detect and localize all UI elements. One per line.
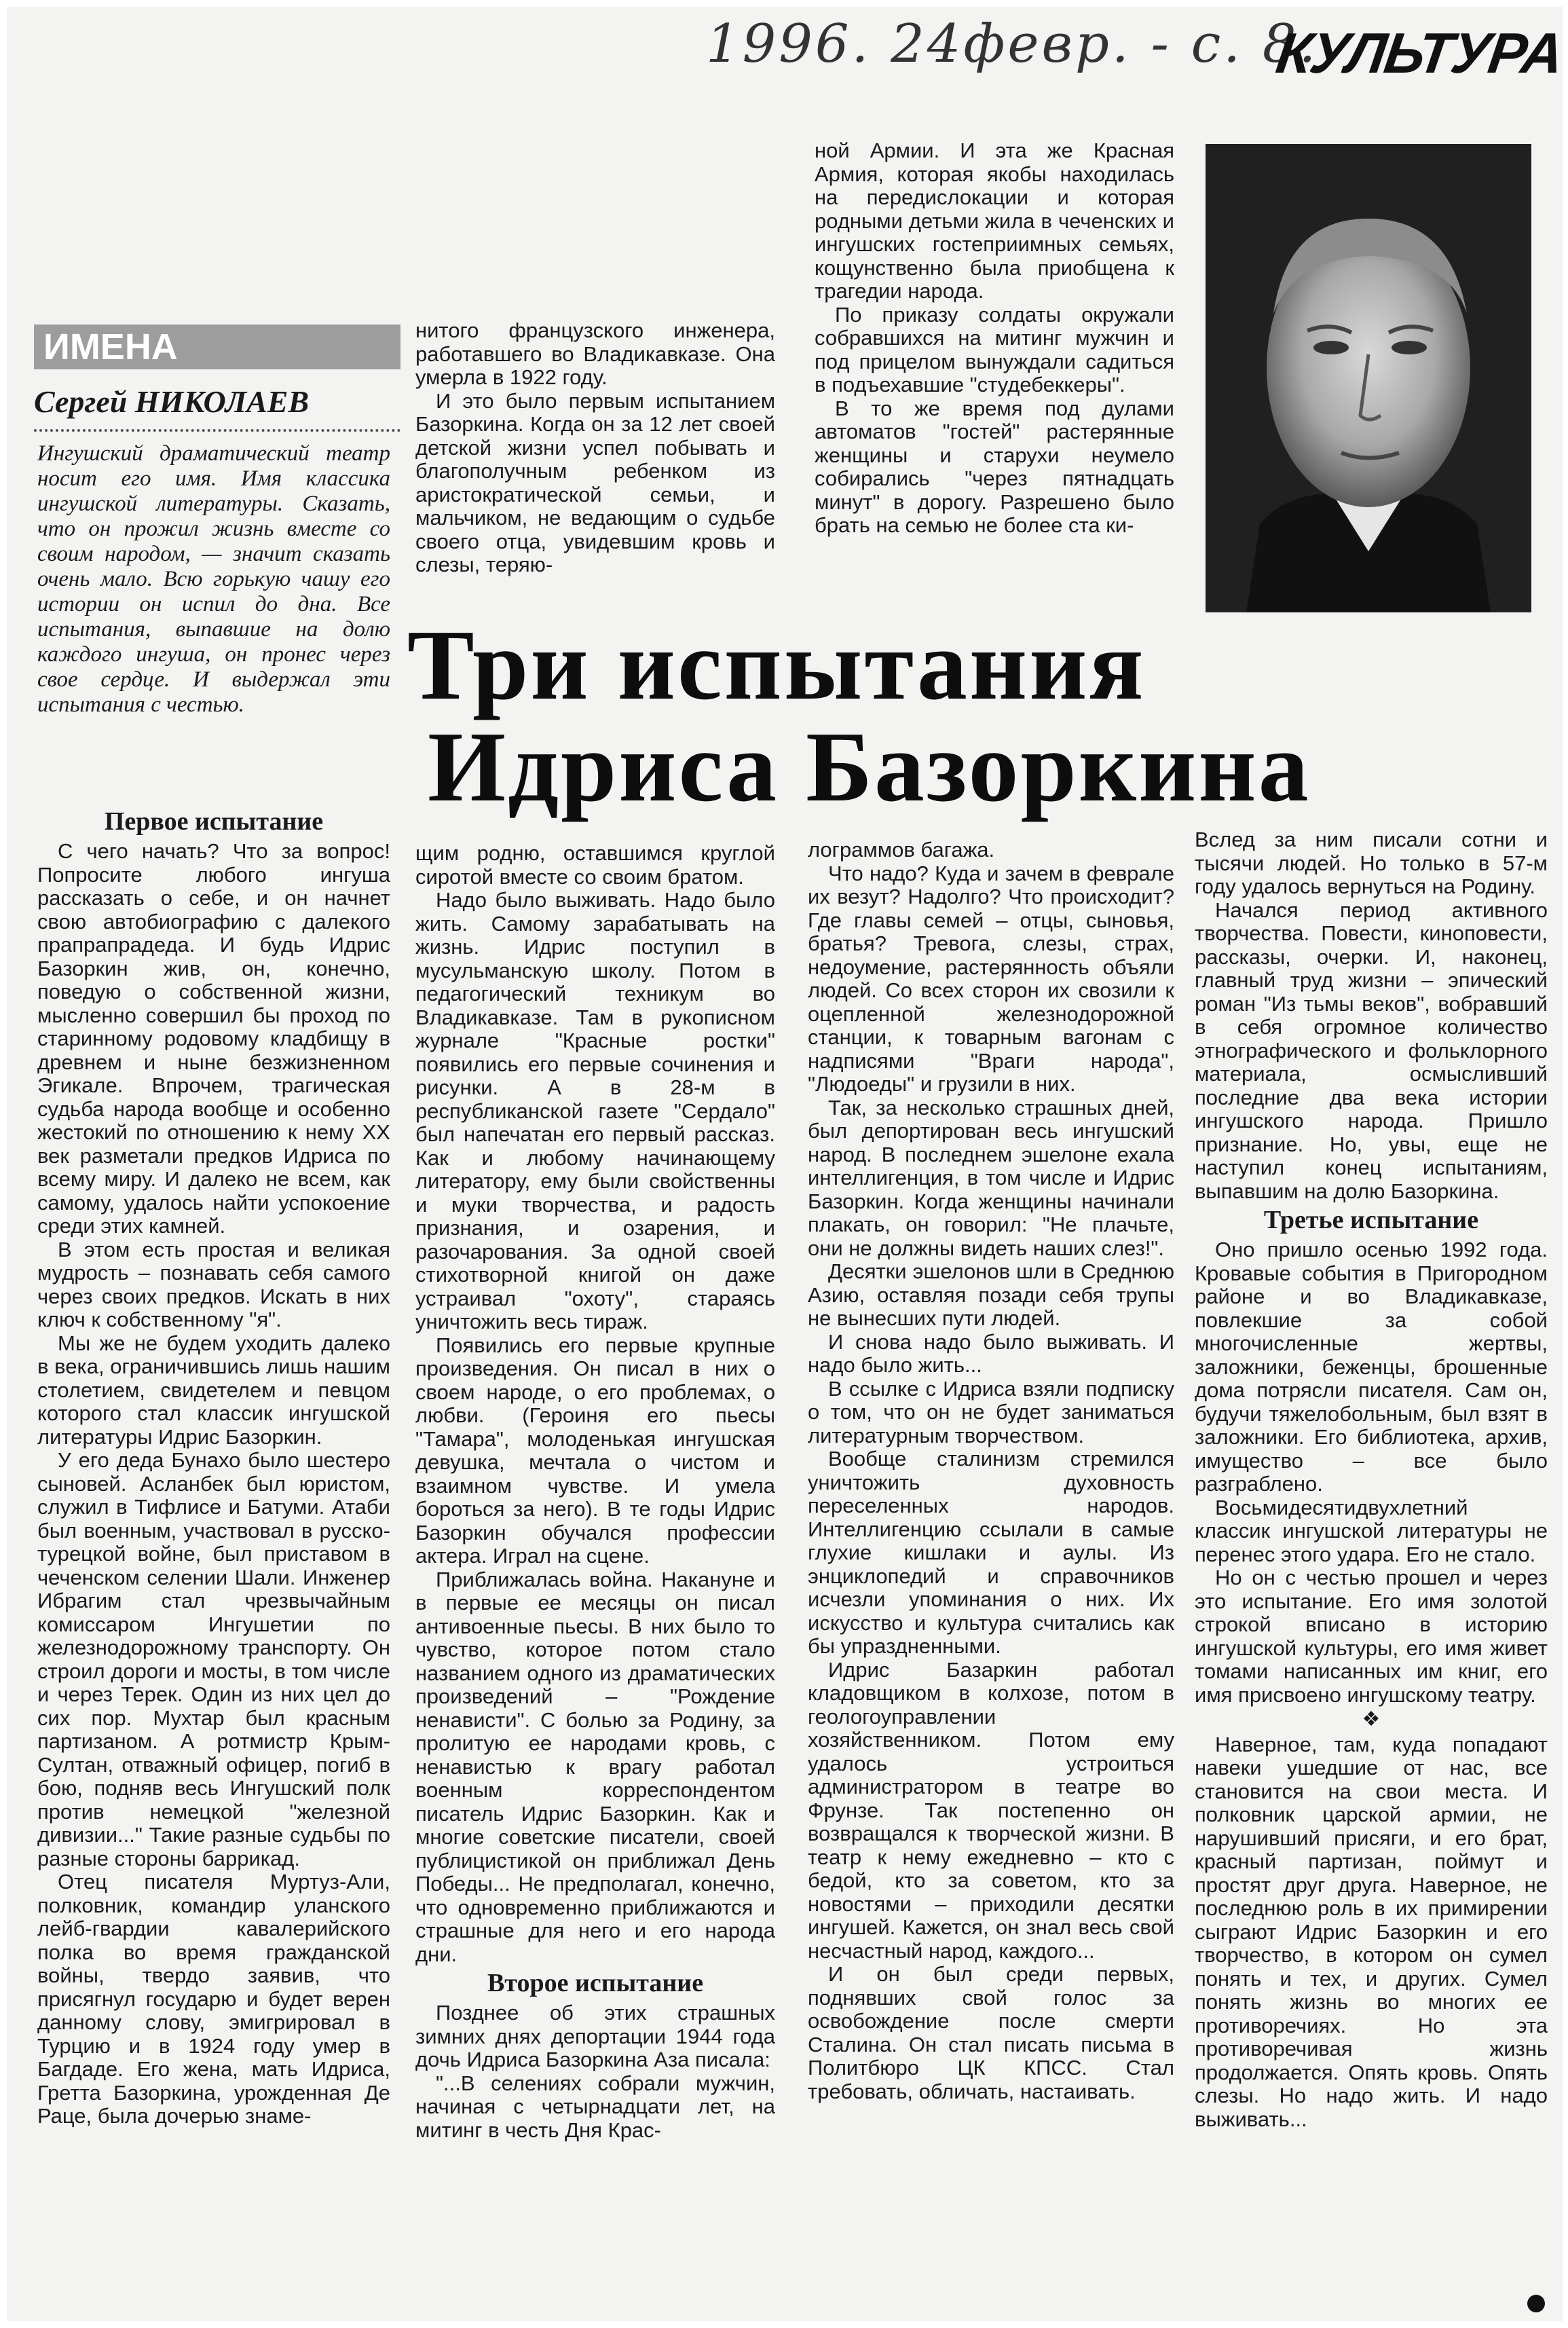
section-heading-2: Второе испытание [487,1969,704,1997]
paragraph: Вообще сталинизм стремился уничтожить духовность переселенных народов. Интеллигенцию ссылали в самые глухие кишлаки и аулы. Из энциклопедий и справочников исчезли упоминания о них. Их искусство и культура считались как бы упраздненными. [808,1447,1174,1658]
paragraph: Десятки эшелонов шли в Среднюю Азию, оставляя позади себя трупы не вынесших пути людей. [808,1259,1174,1330]
headline-line-2: Идриса Базоркина [428,712,1311,823]
paragraph: Но он с честью прошел и через это испытание. Его имя золотой строкой вписано в историю ингушской культуры, его имя живет томами написанных им книг, его имя присвоено ингушскому театру. [1195,1566,1548,1707]
paragraph: лограммов багажа. [808,838,995,862]
paragraph: нитого французского инженера, работавшего во Владикавказе. Она умерла в 1922 году. [415,319,775,389]
rubric-label: ИМЕНА [34,325,400,369]
paragraph: Так, за несколько страшных дней, был депортирован весь ингушский народ. В последнем эшелоне ехала интеллигенция, в том числе и Идрис Базоркин. Когда женщины начинали плакать, он говорил: "Не плачьте, они не должны видеть наших слез!". [808,1095,1174,1260]
section-heading-1: Первое испытание [104,807,324,836]
paragraph: И снова надо было выживать. И надо было жить... [808,1329,1174,1377]
portrait-illustration [1206,144,1531,612]
end-mark [1527,2295,1545,2312]
paragraph: По приказу солдаты окружали собравшихся на митинг мужчин и под прицелом вынуждали садиться в подъехавшие "студебеккеры". [815,302,1174,396]
paragraph: Надо было выживать. Надо было жить. Самому зарабатывать на жизнь. Идрис поступил в мусульманскую школу. Потом в педагогический техникум во Владикавказе. Там в рукописном журнале "Красные ростки" появились его первые сочинения и рисунки. А в 28-м в республиканской газете "Сердало" был напечатан его первый рассказ. Как и любому начинающему литератору, ему были свойственны и муки творчества, и радость признания, и озарения, и разочарования. За одной своей стихотворной книгой он даже устраивал "охоту", стараясь уничтожить весь тираж. [415,888,775,1333]
paragraph: В то же время под дулами автоматов "гостей" растерянные женщины и старухи неумело собирались "через пятнадцать минут" в дорогу. Разрешено было брать на семью не более ста ки- [815,396,1174,537]
headline-line-1: Три испытания [407,610,1146,721]
paragraph: Отец писателя Муртуз-Али, полковник, командир уланского лейб-гвардии кавалерийского полка во время гражданской войны, твердо заявив, что присягнул государю и будет верен данному слову, эмигрировал в Турцию и в 1924 году умер в Багдаде. Его жена, мать Идриса, Гретта Базоркина, урожденная Де Раце, была дочерью знаме- [37,1870,390,2128]
paragraph: И он был среди первых, поднявших свой голос за освобождение после смерти Сталина. Он стал писать письма в Политбюро ЦК КПСС. Стал требовать, обличать, настаивать. [808,1962,1174,2103]
article-column-d [1195,828,1548,2295]
author-name: Сергей НИКОЛАЕВ [34,384,310,419]
article-column-c-top [815,139,1174,608]
paragraph: Появились его первые крупные произведения. Он писал в них о своем народе, о его проблемах, о любви. (Героиня его пьесы "Тамара", молоденькая ингушская девушка, мечтала о чистом и взаимном чувстве. И умела бороться за него). В те годы Идрис Базоркин обучался профессии актера. Играл на сцене. [415,1333,775,1568]
paragraph: Начался период активного творчества. Повести, киноповести, рассказы, очерки. И, наконец, главный труд жизни – эпический роман "Из тьмы веков", вобравший в себя огромное количество этнографического и фольклорного материала, осмысливший последние два века истории ингушского народа. Пришло признание. Но, увы, еще не наступил конец испытаниям, выпавшим на долю Базоркина. [1195,898,1548,1203]
paragraph: В этом есть простая и великая мудрость – познавать себя самого через своих предков. Искать в них ключ к собственному "я". [37,1237,390,1331]
article-column-a [37,805,390,2295]
lead-paragraph: Ингушский драматический театр носит его имя. Имя классика ингушской литературы. Сказать, что он прожил жизнь вместе со своим народом, — значит сказать очень мало. Всю горькую чашу его истории он испил до дна. Все испытания, выпавшие на долю каждого ингуша, он пронес через свое сердце. И выдержал эти испытания с честью. [37,441,390,717]
paragraph: щим родню, оставшимся круглой сиротой вместе со своим братом. [415,842,775,889]
paragraph: Приближалась война. Накануне и в первые ее месяцы он писал антивоенные пьесы. В них было то чувство, которое потом стало названием одного из драматических произведений – "Рождение ненависти". С болью за Родину, за пролитую ее народами кровь, с ненавистью к врагу работал военным корреспондентом писатель Идрис Базоркин. Как и многие советские писатели, своей публицистикой он приближал День Победы... Не предполагал, конечно, что одновременно приближаются и страшные для него и его народа дни. [415,1567,775,1966]
paragraph: Идрис Базаркин работал кладовщиком в колхозе, потом в геологоуправлении хозяйственником. Потом ему удалось устроиться администратором в театре во Фрунзе. Так постепенно он возвращался к творческой жизни. В театр к нему ежедневно – кто с бедой, кто за советом, кто за новостями – приходили десятки ингушей. Кажется, он знал весь свой несчастный народ, каждого... [808,1657,1174,1963]
paragraph: Позднее об этих страшных зимних днях депортации 1944 года дочь Идриса Базоркина Аза писала: [415,2001,775,2071]
article-headline [407,610,1520,838]
author-divider [34,429,400,432]
paragraph: Мы же не будем уходить далеко в века, ограничившись лишь нашим столетием, свидетелем и певцом которого стал классик ингушской литературы Идрис Базоркин. [37,1331,390,1449]
paragraph: И это было первым испытанием Базоркина. Когда он за 12 лет своей детской жизни успел побывать и благополучным ребенком из аристократической семьи, и мальчиком, не ведающим о судьбе своего отца, увидевшим кровь и слезы, теряю- [415,388,775,576]
paragraph: У его деда Бунахо было шестеро сыновей. Асланбек был юристом, служил в Тифлисе и Батуми. Атаби был военным, участвовал в русско-турецкой войне, был приставом в чеченском селении Шали. Инженер Ибрагим стал чрезвычайным комиссаром Ингушетии по железнодорожному транспорту. Он строил дороги и мосты, в том числе и через Терек. Один из них цел до сих пор. Мухтар был красным партизаном. А ротмистр Крым-Султан, отважный офицер, погиб в бою, подняв весь Ингушский полк против немецкой "железной дивизии..." Такие разные судьбы по разные стороны баррикад. [37,1448,390,1870]
section-heading-3: Третье испытание [1263,1206,1479,1234]
article-column-b [415,842,775,2295]
paragraph: Что надо? Куда и зачем в феврале их везут? Надолго? Что происходит? Где главы семей – отцы, сыновья, братья? Тревога, слезы, страх, недоумение, растерянность объяли людей. Со всех сторон их свозили к оцепленной железнодорожной станции, к товарным вагонам с надписями "Враги народа", "Людоеды" и грузили в них. [808,861,1174,1096]
article-column-b-top [415,319,775,604]
paragraph: Восьмидесятидвухлетний классик ингушской литературы не перенес этого удара. Его не стало. [1195,1495,1548,1566]
paragraph: ной Армии. И эта же Красная Армия, которая якобы находилась на передислокации и которая родными детьми жила в чеченских и ингушских гостеприимных семьях, кощунственно была приобщена к трагедии народа. [815,139,1174,303]
handwritten-date-note: 1996. 24февр. - с. 8. [706,14,1319,75]
paragraph: В ссылке с Идриса взяли подписку о том, что он не будет заниматься литературным творчеством. [808,1376,1174,1447]
article-column-c [808,838,1174,2298]
paragraph: Оно пришло осенью 1992 года. Кровавые события в Пригородном районе и во Владикавказе, повлекшие за собой многочисленные жертвы, заложники, беженцы, брошенные дома потрясли писателя. Сам он, будучи тяжелобольным, был взят в заложники. Его библиотека, архив, имущество – все было разграблено. [1195,1238,1548,1496]
paragraph: С чего начать? Что за вопрос! Попросите любого ингуша рассказать о себе, и он начнет свою автобиографию с далекого прапрапрадеда. И будь Идрис Базоркин жив, он, конечно, поведую о собственной жизни, мысленно совершил бы проход по старинному родовому кладбищу в древнем и ныне безжизненном Эгикале. Впрочем, трагическая судьба народа вообще и особенно жестокий по отношению к нему XX век разметали предков Идриса по всему миру. И далеко не всем, как самому, удалось найти успокоение среди этих камней. [37,839,390,1238]
paragraph: Наверное, там, куда попадают навеки ушедшие от нас, все становится на свои места. И полковник царской армии, не нарушивший присяги, и его брат, красный партизан, поймут и простят друг друга. Наверное, не последнюю роль в их примирении сыграют Идрис Базоркин и его творчество, в котором он сумел понять и тех, и других. Сумел понять жизнь во многих ее противоречиях. Но эта противоречивая жизнь продолжается. Опять кровь. Опять слезы. Но надо жить. И надо выживать... [1195,1732,1548,2131]
paragraph: Вслед за ним писали сотни и тысячи людей. Но только в 57-м году удалось вернуться на Родину. [1195,828,1548,898]
separator-ornament: ❖ [1362,1708,1381,1731]
portrait-photo-icon [1206,144,1531,612]
paragraph: "...В селениях собрали мужчин, начиная с четырнадцати лет, на митинг в честь Дня Крас- [415,2071,775,2142]
section-title: КУЛЬТУРА [1272,21,1567,85]
